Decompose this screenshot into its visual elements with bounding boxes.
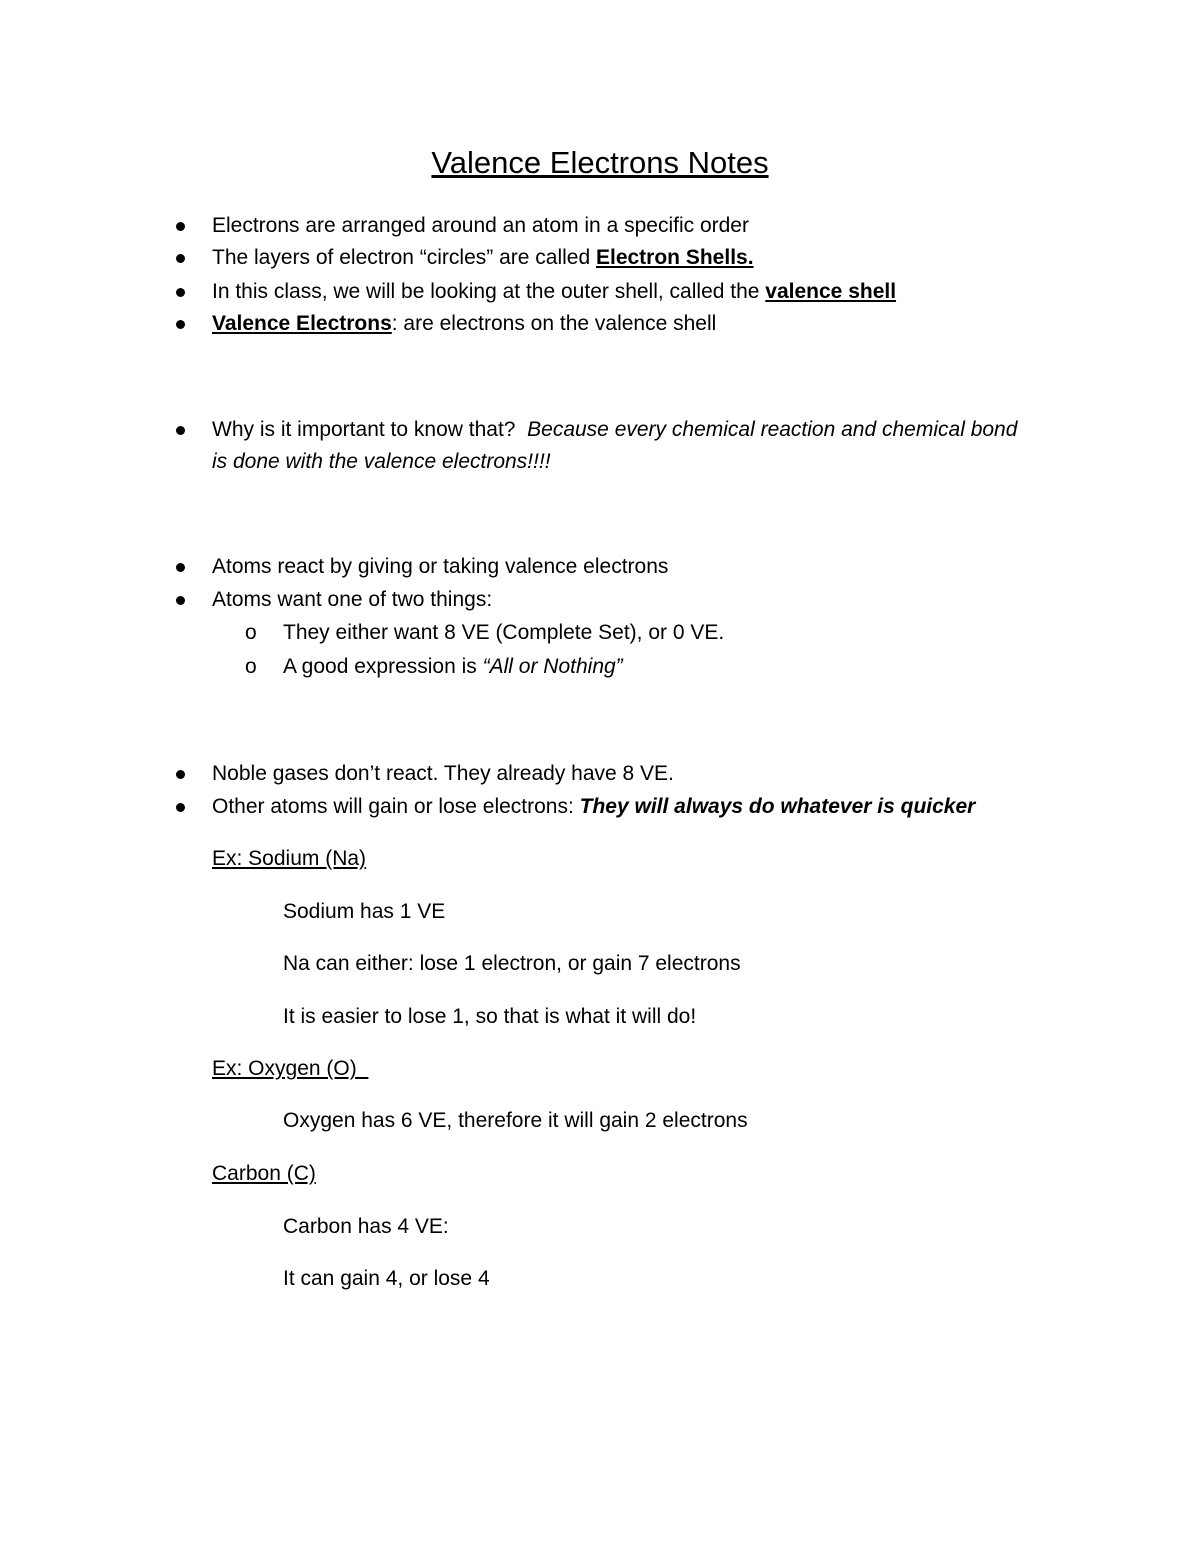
sub-bullet-text (283, 652, 623, 682)
bullet-text (212, 415, 1017, 445)
carbon-line-2: It can gain 4, or lose 4 (283, 1267, 490, 1290)
all-or-nothing-quote: “All or Nothing” (482, 655, 623, 678)
question-text: Why is it important to know that? (212, 418, 516, 441)
oxygen-heading: Ex: Oxygen (O) (212, 1057, 369, 1080)
bullet-text (212, 277, 896, 307)
bullet-1-text: Electrons are arranged around an atom in a specific order (212, 214, 749, 237)
sub-bullet-2-prefix: A good expression is (283, 655, 483, 678)
sodium-line-2: Na can either: lose 1 electron, or gain 7 electrons (283, 952, 741, 975)
quicker-emphasis: They will always do whatever is quicker (579, 795, 976, 818)
sodium-line-1: Sodium has 1 VE (283, 900, 446, 923)
sub-bullet-glyph: o (245, 621, 257, 644)
bullet-dot (176, 803, 185, 812)
bullet-dot (176, 426, 185, 435)
sodium-heading: Ex: Sodium (Na) (212, 847, 367, 870)
bullet-3-prefix: In this class, we will be looking at the outer shell, called the (212, 280, 766, 303)
valence-shell-term: valence shell (765, 280, 897, 303)
bullet-8-text: Noble gases don’t react. They already have 8 VE. (212, 762, 674, 785)
bullet-2-prefix: The layers of electron “circles” are called (212, 246, 596, 269)
bullet-dot (176, 320, 185, 329)
bullet-4-suffix: : are electrons on the valence shell (391, 312, 717, 335)
bullet-6-text: Atoms react by giving or taking valence electrons (212, 555, 669, 578)
oxygen-line-1: Oxygen has 6 VE, therefore it will gain 2 electrons (283, 1109, 748, 1132)
bullet-text (212, 792, 975, 822)
bullet-text (212, 243, 754, 273)
bullet-dot (176, 288, 185, 297)
sub-bullet-1-text: They either want 8 VE (Complete Set), or 0 VE. (283, 621, 725, 644)
bullet-dot (176, 222, 185, 231)
valence-electrons-term: Valence Electrons (212, 312, 392, 335)
page-title: Valence Electrons Notes (431, 145, 769, 180)
answer-text-line2: is done with the valence electrons!!!! (212, 450, 551, 473)
bullet-9-prefix: Other atoms will gain or lose electrons: (212, 795, 580, 818)
carbon-line-1: Carbon has 4 VE: (283, 1215, 449, 1238)
carbon-heading: Carbon (C) (212, 1162, 316, 1185)
bullet-dot (176, 254, 185, 263)
sodium-line-3: It is easier to lose 1, so that is what it will do! (283, 1005, 697, 1028)
bullet-dot (176, 563, 185, 572)
bullet-dot (176, 770, 185, 779)
bullet-text (212, 211, 749, 241)
bullet-dot (176, 596, 185, 605)
sub-bullet-glyph: o (245, 655, 257, 678)
answer-text-line1: Because every chemical reaction and chemical bond (527, 418, 1018, 441)
bullet-text (212, 309, 716, 339)
electron-shells-term: Electron Shells. (595, 246, 754, 269)
bullet-7-text: Atoms want one of two things: (212, 588, 493, 611)
